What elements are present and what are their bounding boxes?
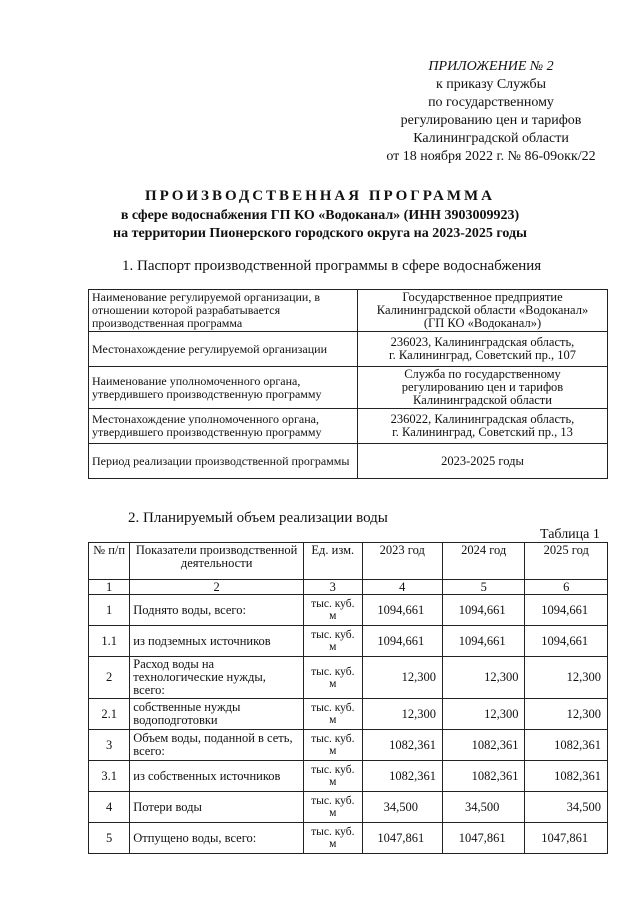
- row-value-2023: 1047,861: [362, 823, 442, 854]
- row-value-2023: 1082,361: [362, 730, 442, 761]
- table-row: [89, 332, 608, 367]
- row-value-2023: 1094,661: [362, 595, 442, 626]
- water-volume-table: [88, 542, 608, 854]
- table-row: [89, 761, 608, 792]
- passport-value: [358, 444, 608, 479]
- row-num: 2: [89, 657, 130, 699]
- row-num: 3: [89, 730, 130, 761]
- table-row: [89, 626, 608, 657]
- appendix-line: по государственному: [428, 95, 554, 110]
- column-number: 4: [362, 580, 442, 595]
- row-indicator: Поднято воды, всего:: [130, 595, 304, 626]
- document-subtitle: в сфере водоснабжения ГП КО «Водоканал» (ИНН 3903009923): [120, 208, 520, 223]
- passport-value: [358, 409, 608, 444]
- row-value-2025: 1082,361: [525, 730, 608, 761]
- row-indicator: Отпущено воды, всего:: [130, 823, 304, 854]
- row-indicator: собственные нужды водоподготовки: [130, 699, 304, 730]
- row-value-2023: 12,300: [362, 699, 442, 730]
- row-indicator: из подземных источников: [130, 626, 304, 657]
- table-header-row: [89, 543, 608, 580]
- row-value-2025: 12,300: [525, 699, 608, 730]
- value-line: Служба по государственному: [404, 367, 561, 381]
- passport-label: Местонахождение уполномоченного органа, утвердившего производственную программу: [89, 409, 358, 444]
- value-line: 236023, Калининградская область,: [390, 335, 575, 349]
- table-row: [89, 290, 608, 332]
- row-indicator: Потери воды: [130, 792, 304, 823]
- row-value-2023: 34,500: [362, 792, 442, 823]
- row-unit: тыс. куб. м: [303, 626, 362, 657]
- row-unit: тыс. куб. м: [303, 823, 362, 854]
- passport-label: Наименование регулируемой организации, в отношении которой разрабатывается производственная программа: [89, 290, 358, 332]
- value-line: Калининградской области «Водоканал»: [376, 303, 589, 317]
- table-row: [89, 823, 608, 854]
- table-row: [89, 792, 608, 823]
- passport-label: Период реализации производственной программы: [89, 444, 358, 479]
- table-row: [89, 699, 608, 730]
- table-label: Таблица 1: [540, 527, 600, 542]
- table-row: [89, 595, 608, 626]
- header-unit: Ед. изм.: [303, 543, 362, 580]
- row-value-2024: 1082,361: [442, 730, 525, 761]
- row-value-2024: 1094,661: [442, 626, 525, 657]
- row-unit: тыс. куб. м: [303, 699, 362, 730]
- row-num: 1.1: [89, 626, 130, 657]
- table-row: [89, 444, 608, 479]
- document-subtitle-2: на территории Пионерского городского округа на 2023-2025 годы: [113, 226, 527, 241]
- row-value-2025: 1094,661: [525, 626, 608, 657]
- column-number: 6: [525, 580, 608, 595]
- row-unit: тыс. куб. м: [303, 761, 362, 792]
- row-value-2023: 1094,661: [362, 626, 442, 657]
- row-num: 5: [89, 823, 130, 854]
- header-num: № п/п: [89, 543, 130, 580]
- appendix-block: [372, 58, 610, 166]
- passport-label: Наименование уполномоченного органа, утвердившего производственную программу: [89, 367, 358, 409]
- row-value-2024: 12,300: [442, 699, 525, 730]
- row-value-2025: 1094,661: [525, 595, 608, 626]
- table-row: [89, 730, 608, 761]
- column-number: 3: [303, 580, 362, 595]
- appendix-line: к приказу Службы: [436, 77, 546, 92]
- row-value-2024: 34,500: [442, 792, 525, 823]
- row-value-2025: 1047,861: [525, 823, 608, 854]
- passport-value: [358, 290, 608, 332]
- row-indicator: Расход воды на технологические нужды, всего:: [130, 657, 304, 699]
- value-line: Калининградской области: [413, 393, 552, 407]
- row-value-2025: 1082,361: [525, 761, 608, 792]
- row-indicator: из собственных источников: [130, 761, 304, 792]
- passport-label: Местонахождение регулируемой организации: [89, 332, 358, 367]
- value-line: г. Калининград, Советский пр., 107: [388, 348, 577, 362]
- passport-value: [358, 332, 608, 367]
- row-value-2024: 1094,661: [442, 595, 525, 626]
- appendix-title: ПРИЛОЖЕНИЕ № 2: [428, 59, 554, 74]
- value-line: (ГП КО «Водоканал»): [423, 316, 542, 330]
- row-value-2024: 1047,861: [442, 823, 525, 854]
- value-line: 2023-2025 годы: [441, 453, 524, 468]
- passport-value: [358, 367, 608, 409]
- header-indicator: Показатели производственной деятельности: [130, 543, 304, 580]
- header-2025: 2025 год: [525, 543, 608, 580]
- appendix-line: от 18 ноября 2022 г. № 86-09окк/22: [386, 149, 596, 164]
- row-value-2024: 12,300: [442, 657, 525, 699]
- column-number: 2: [130, 580, 304, 595]
- table-row: [89, 409, 608, 444]
- value-line: 236022, Калининградская область,: [390, 412, 575, 426]
- row-value-2024: 1082,361: [442, 761, 525, 792]
- value-line: Государственное предприятие: [402, 290, 563, 304]
- passport-table: [88, 289, 608, 479]
- row-unit: тыс. куб. м: [303, 730, 362, 761]
- table-row: [89, 367, 608, 409]
- row-value-2025: 34,500: [525, 792, 608, 823]
- row-unit: тыс. куб. м: [303, 595, 362, 626]
- column-number-row: [89, 580, 608, 595]
- row-value-2023: 12,300: [362, 657, 442, 699]
- row-num: 4: [89, 792, 130, 823]
- row-num: 1: [89, 595, 130, 626]
- column-number: 1: [89, 580, 130, 595]
- header-2023: 2023 год: [362, 543, 442, 580]
- table-row: [89, 657, 608, 699]
- row-num: 2.1: [89, 699, 130, 730]
- row-unit: тыс. куб. м: [303, 792, 362, 823]
- row-value-2025: 12,300: [525, 657, 608, 699]
- appendix-line: Калининградской области: [413, 131, 569, 146]
- section-2-title: 2. Планируемый объем реализации воды: [128, 510, 388, 526]
- document-title: ПРОИЗВОДСТВЕННАЯ ПРОГРАММА: [144, 188, 495, 204]
- row-num: 3.1: [89, 761, 130, 792]
- section-1-title: 1. Паспорт производственной программы в сфере водоснабжения: [122, 258, 542, 274]
- row-value-2023: 1082,361: [362, 761, 442, 792]
- column-number: 5: [442, 580, 525, 595]
- value-line: регулированию цен и тарифов: [401, 380, 564, 394]
- row-unit: тыс. куб. м: [303, 657, 362, 699]
- appendix-line: регулированию цен и тарифов: [400, 113, 582, 128]
- row-indicator: Объем воды, поданной в сеть, всего:: [130, 730, 304, 761]
- header-2024: 2024 год: [442, 543, 525, 580]
- value-line: г. Калининград, Советский пр., 13: [392, 425, 573, 439]
